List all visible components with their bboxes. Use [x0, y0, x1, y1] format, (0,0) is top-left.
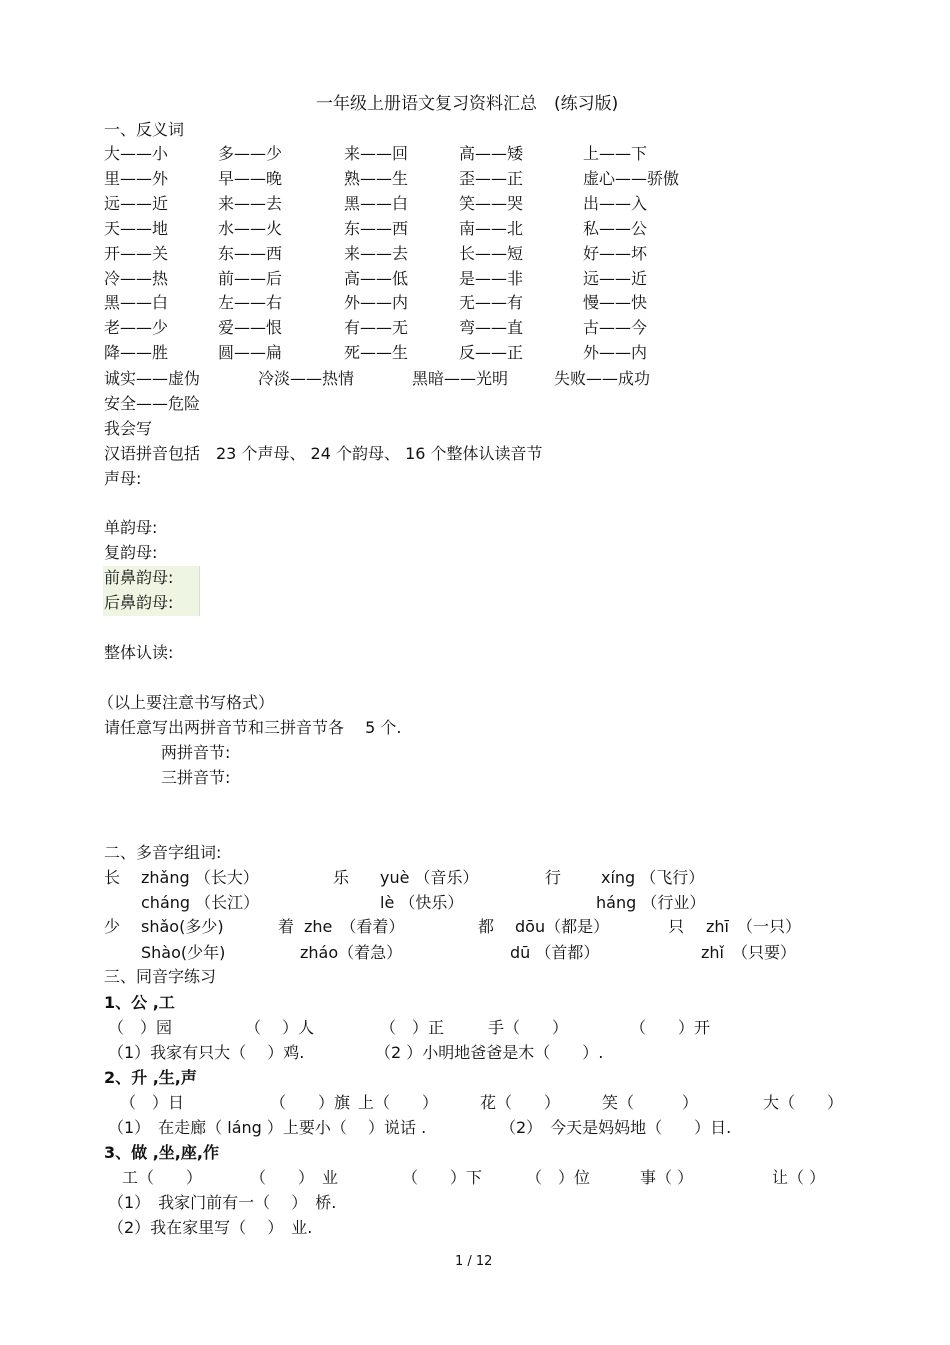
danyunmu-label: 单韵母:	[104, 518, 158, 537]
antonym-cell: 上——下	[583, 144, 648, 163]
antonym-cell: 多——少	[218, 144, 283, 163]
polyphone-char: 都	[478, 917, 495, 936]
subheading: 我会写	[104, 419, 153, 438]
polyphone-reading: zhī （一只）	[706, 917, 801, 936]
blank-item: 大（ ）	[763, 1093, 844, 1112]
antonym-cell: 古——今	[583, 318, 648, 337]
antonym-cell: 圆——扁	[218, 343, 283, 362]
antonym-cell: 老——少	[104, 318, 169, 337]
blank-item: （ ）正	[380, 1018, 445, 1037]
liangpin-label: 两拼音节:	[161, 743, 231, 762]
antonym-cell: 黑——白	[344, 194, 409, 213]
antonym-cell: 前——后	[218, 269, 283, 288]
antonym-cell: 里——外	[104, 169, 169, 188]
sanpin-label: 三拼音节:	[161, 768, 231, 787]
antonym-cell: 是——非	[459, 269, 524, 288]
format-note: （以上要注意书写格式）	[98, 693, 275, 712]
polyphone-char: 乐	[333, 868, 350, 887]
polyphone-reading: lè （快乐）	[380, 893, 464, 912]
antonym-cell: 高——矮	[459, 144, 524, 163]
fill-sentence: （1）我家有只大（ ）鸡.	[108, 1043, 305, 1062]
pinyin-intro: 汉语拼音包括 23 个声母、 24 个韵母、 16 个整体认读音节	[104, 444, 543, 463]
polyphone-reading: yuè （音乐）	[380, 868, 479, 887]
blank-item: 手（ ）	[488, 1018, 569, 1037]
blank-item: （ ）开	[630, 1018, 711, 1037]
fill-sentence: （2）我在家里写（ ） 业.	[108, 1218, 313, 1237]
section-heading: 一、反义词	[104, 120, 185, 139]
polyphone-reading: cháng （长江）	[141, 893, 260, 912]
antonym-cell: 反——正	[459, 343, 524, 362]
polyphone-char: 只	[668, 917, 685, 936]
antonym-cell: 有——无	[344, 318, 409, 337]
blank-item: （ ）旗	[270, 1093, 351, 1112]
antonym-cell: 来——去	[344, 244, 409, 263]
zhengti-label: 整体认读:	[104, 643, 174, 662]
antonym-cell: 早——晚	[218, 169, 283, 188]
page-title: 一年级上册语文复习资料汇总 (练习版)	[316, 94, 619, 114]
antonym-cell: 死——生	[344, 343, 409, 362]
antonym-cell: 来——回	[344, 144, 409, 163]
fuyunmu-label: 复韵母:	[104, 543, 158, 562]
antonym-cell: 开——关	[104, 244, 169, 263]
blank-item: 上（ ）	[358, 1093, 439, 1112]
antonym-cell: 笑——哭	[459, 194, 524, 213]
antonym-cell: 出——入	[583, 194, 648, 213]
antonym-cell: 天——地	[104, 219, 169, 238]
antonym-cell: 南——北	[459, 219, 524, 238]
antonym-cell: 降——胜	[104, 343, 169, 362]
question-title: 3、做 ,坐,座,作	[104, 1143, 219, 1162]
qianbi-label: 前鼻韵母:	[104, 568, 174, 587]
fill-sentence: （1） 在走廊（ láng ）上要小（ ）说话 .	[108, 1118, 427, 1137]
polyphone-char: 行	[545, 868, 562, 887]
antonym-cell: 慢——快	[583, 293, 648, 312]
shengmu-label: 声母:	[104, 469, 142, 488]
antonym-cell: 无——有	[459, 293, 524, 312]
antonym-cell: 左——右	[218, 293, 283, 312]
polyphone-reading: zhe （看着）	[304, 917, 405, 936]
question-title: 2、升 ,生,声	[104, 1068, 197, 1087]
antonym-cell: 东——西	[218, 244, 283, 263]
polyphone-reading: zhǎng （长大）	[141, 868, 259, 887]
houbi-label: 后鼻韵母:	[104, 593, 174, 612]
polyphone-reading: Shào(少年)	[141, 943, 226, 962]
antonym-cell: 安全——危险	[104, 394, 201, 413]
blank-item: 让（ ）	[772, 1168, 826, 1187]
polyphone-reading: shǎo(多少)	[141, 917, 224, 936]
antonym-cell: 私——公	[583, 219, 648, 238]
fill-sentence: （2） 今天是妈妈地（ ）日.	[500, 1118, 732, 1137]
syllable-task: 请任意写出两拼音节和三拼音节各 5 个.	[104, 718, 402, 737]
blank-item: 工（ ）	[122, 1168, 203, 1187]
fill-sentence: （2 ）小明地爸爸是木（ ）.	[375, 1043, 604, 1062]
antonym-cell: 弯——直	[459, 318, 524, 337]
antonym-cell: 黑——白	[104, 293, 169, 312]
antonym-cell: 远——近	[583, 269, 648, 288]
polyphone-reading: dū （首都）	[510, 943, 600, 962]
polyphone-reading: zhǐ （只要）	[701, 943, 796, 962]
antonym-cell: 长——短	[459, 244, 524, 263]
antonym-cell: 虚心——骄傲	[583, 169, 680, 188]
antonym-cell: 歪——正	[459, 169, 524, 188]
antonym-cell: 冷——热	[104, 269, 169, 288]
blank-item: 花（ ）	[480, 1093, 561, 1112]
polyphone-reading: háng （行业）	[596, 893, 706, 912]
antonym-cell: 远——近	[104, 194, 169, 213]
antonym-cell: 东——西	[344, 219, 409, 238]
section-heading: 三、同音字练习	[104, 967, 217, 986]
antonym-cell: 冷淡——热情	[258, 369, 355, 388]
antonym-cell: 大——小	[104, 144, 169, 163]
blank-item: （ ）下	[402, 1168, 483, 1187]
antonym-cell: 外——内	[344, 293, 409, 312]
antonym-cell: 水——火	[218, 219, 283, 238]
antonym-cell: 诚实——虚伪	[104, 369, 201, 388]
polyphone-reading: xíng （飞行）	[601, 868, 705, 887]
blank-item: （ ）人	[245, 1018, 315, 1037]
blank-item: 事（ ）	[640, 1168, 694, 1187]
fill-sentence: （1） 我家门前有一（ ） 桥.	[108, 1193, 337, 1212]
blank-item: （ ）园	[108, 1018, 173, 1037]
antonym-cell: 黑暗——光明	[412, 369, 509, 388]
blank-item: （ ） 业	[250, 1168, 339, 1187]
polyphone-reading: dōu（都是）	[515, 917, 610, 936]
antonym-cell: 好——坏	[583, 244, 648, 263]
polyphone-char: 长	[104, 868, 121, 887]
antonym-cell: 爱——恨	[218, 318, 283, 337]
page-number: 1 / 12	[455, 1254, 493, 1269]
polyphone-char: 着	[278, 917, 295, 936]
polyphone-reading: zháo（着急）	[300, 943, 403, 962]
section-heading: 二、多音字组词:	[104, 843, 222, 862]
antonym-cell: 外——内	[583, 343, 648, 362]
blank-item: 笑（ ）	[602, 1093, 699, 1112]
antonym-cell: 失败——成功	[554, 369, 651, 388]
blank-item: （ ）位	[526, 1168, 591, 1187]
antonym-cell: 来——去	[218, 194, 283, 213]
question-title: 1、公 ,工	[104, 993, 175, 1012]
antonym-cell: 高——低	[344, 269, 409, 288]
blank-item: （ ）日	[120, 1093, 185, 1112]
antonym-cell: 熟——生	[344, 169, 409, 188]
polyphone-char: 少	[104, 917, 121, 936]
